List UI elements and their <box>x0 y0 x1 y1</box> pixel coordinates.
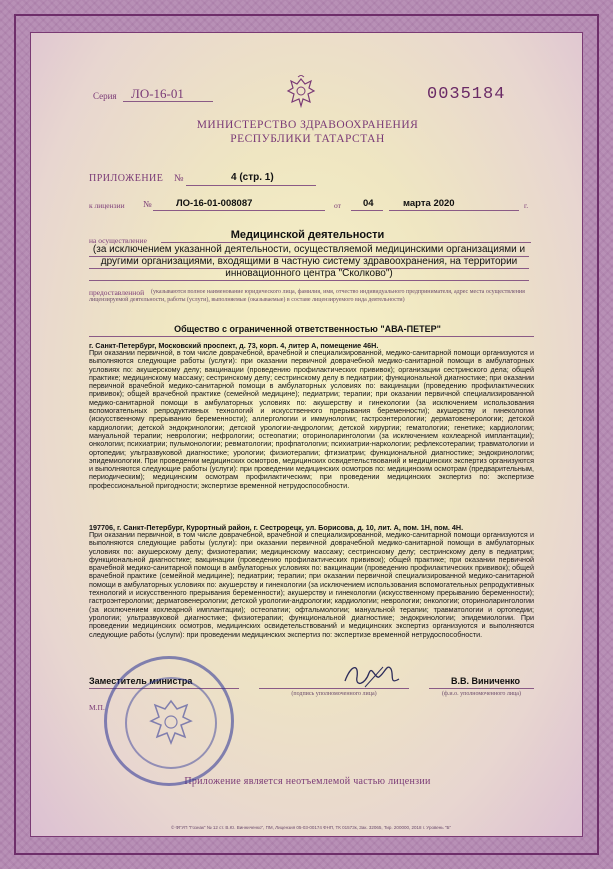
footer-note: Приложение является неотъемлемой частью лицензии <box>184 776 431 787</box>
organization-name: Общество с ограниченной ответственностью "АВА-ПЕТЕР" <box>174 324 441 334</box>
coat-of-arms-icon <box>286 75 316 109</box>
name-caption: (ф.и.о. уполномоченного лица) <box>442 691 521 697</box>
date-month-year: марта 2020 <box>403 198 455 209</box>
provided-label: предоставленной <box>89 288 145 297</box>
activity-underline-3 <box>89 268 529 269</box>
date-from-label: от <box>334 201 341 210</box>
license-label: к лицензии <box>89 201 125 210</box>
activity-underline-1 <box>161 242 531 243</box>
activity-label: на осуществление <box>89 236 147 245</box>
organization-underline <box>89 336 534 337</box>
appendix-underline <box>186 185 316 186</box>
address-1: г. Санкт-Петербург, Московский проспект, д. 73, корп. 4, литер А, помещение 46Н. <box>89 341 379 350</box>
license-number-sign: № <box>143 199 152 209</box>
series-underline <box>123 101 213 102</box>
seal-emblem-icon <box>147 697 195 747</box>
date-month-underline <box>389 210 519 211</box>
official-seal-stamp <box>104 656 234 786</box>
year-suffix: г. <box>524 201 529 210</box>
address-2-services: При оказании первичной, в том числе доврачебной, врачебной и специализированной, медико-санитарной помощи организуются и выполняются следующие работы (услуги): при оказании первичной доврачебной медико-санитарной помощи в амбулаторных условиях по: акушерскому делу; физиотерапии; медицинскому массажу; сестринскому делу; сестринскому делу в педиатрии; функциональной диагностике; вакцинации (проведению профилактических прививок); общей практике; при оказании первичной врачебной медико-санитарной помощи в амбулаторных условиях по: вакцинации (проведению профилактических прививок); общей врачебной практике (семейной медицине); педиатрии; терапии; при оказании первичной специализированной медико-санитарной помощи в амбулаторных условиях по: акушерству и гинекологии (за исключением использования вспомогательных репродуктивных технологий и искусственного прерывания беременности); акушерству и гинекологии (искусственному прерыванию беременности); гастроэнтерологии; дерматовенерологии; детской урологии-андрологии; кардиологии; неврологии; онкологии; оториноларингологии (за исключением кохлеарной имплантации); остеопатии; офтальмологии; мануальной терапии; травматологии и ортопедии; урологии; ультразвуковой диагностике; физиотерапии; функциональной диагностике; эндокринологии; эпидемиологии. При проведении медицинских осмотров, медицинских освидетельствований и медицинских экспертиз организуются и выполняются следующие работы (услуги): при проведении медицинских экспертиз по: экспертизе временной нетрудоспособности. <box>89 530 534 639</box>
date-day: 04 <box>363 198 374 209</box>
license-number: ЛО-16-01-008087 <box>176 198 253 209</box>
provided-caption: (указываются полное наименование юридического лица, фамилия, имя, отчество индивидуального предпринимателя, адрес места осуществления лицензируемой деятельности, работы (услуги), выполняемые (оказываемые) в составе лицензируемого вида деятельности) <box>89 289 525 303</box>
series-value: ЛО-16-01 <box>131 86 184 101</box>
signatory-role: Заместитель министра <box>89 676 193 686</box>
date-day-underline <box>351 210 383 211</box>
license-number-underline <box>153 210 325 211</box>
handwritten-signature <box>339 659 409 693</box>
ministry-title-line2: РЕСПУБЛИКИ ТАТАРСТАН <box>230 133 385 145</box>
name-underline <box>429 688 534 689</box>
activity-description: (за исключением указанной деятельности, осуществляемой медицинскими организациями и другими организациями, входящими в частную систему здравоохранения, на территории инновационного центра "Сколково") <box>92 244 526 279</box>
signatory-name: В.В. Виниченко <box>451 676 521 686</box>
stamp-label: М.П. <box>89 703 105 712</box>
form-number: 0035184 <box>427 85 506 104</box>
activity-title: Медицинской деятельности <box>230 229 385 241</box>
appendix-number-sign: № <box>174 173 184 184</box>
appendix-label: ПРИЛОЖЕНИЕ <box>89 173 164 184</box>
ministry-title-line1: МИНИСТЕРСТВО ЗДРАВООХРАНЕНИЯ <box>196 119 419 131</box>
series-label: Серия <box>93 91 117 101</box>
address-1-services: При оказании первичной, в том числе доврачебной, врачебной и специализированной, медико-санитарной помощи организуются и выполняются следующие работы (услуги): при оказании первичной доврачебной медико-санитарной помощи в амбулаторных условиях по: акушерскому делу; вакцинации (проведению профилактических прививок); организации сестринского дела; общей практике; медицинскому массажу; сестринскому делу; сестринскому делу в педиатрии; функциональной диагностике; при оказании первичной врачебной медико-санитарной помощи в амбулаторных условиях по: вакцинации (проведению профилактических прививок); общей врачебной практике (семейной медицине); педиатрии; терапии; при оказании первичной специализированной медико-санитарной помощи в амбулаторных условиях по: акушерству и гинекологии (за исключением использования вспомогательных репродуктивных технологий и искусственного прерывания беременности); акушерству и гинекологии (искусственному прерыванию беременности); аллергологии и иммунологии; гастроэнтерологии; дерматовенерологии; детской кардиологии; детской эндокринологии; детской урологии-андрологии; детской хирургии; гематологии; генетике; кардиологии; мануальной терапии; неврологии; нефрологии; остеопатии; оториноларингологии (за исключением кохлеарной имплантации); онкологии; психиатрии; пульмонологии; ревматологии; профпатологии; психиатрии-наркологии; рефлексотерапии; травматологии и ортопедии; ультразвуковой диагностике; урологии; физиотерапии; фтизиатрии; функциональной диагностике; эндокринологии; эпидемиологии. При проведении медицинских осмотров, медицинских освидетельствований и медицинских экспертиз организуются и выполняются следующие работы (услуги): при проведении медицинских осмотров по: медицинским осмотрам (предварительным, периодическим); медицинским осмотрам профилактическим; при проведении медицинских экспертиз по: экспертизе профессиональной пригодности; экспертизе временной нетрудоспособности. <box>89 348 534 490</box>
address-2: 197706, г. Санкт-Петербург, Курортный район, г. Сестрорецк, ул. Борисова, д. 10, лит. А, пом. 1Н, пом. 4Н. <box>89 523 464 532</box>
printer-imprint: © ФГУП "Гознак" № 12 ст. В.Ю. Винниченко", ПМ, Лицензия 05-03-00174 ФНП, ТК 01573к, Зак. 32065, Тир. 200000, 2018 г. Уровень "Б" <box>170 825 452 830</box>
activity-underline-2 <box>89 256 529 257</box>
activity-underline-4 <box>89 280 529 281</box>
signature-caption: (подпись уполномоченного лица) <box>291 691 377 697</box>
appendix-number: 4 (стр. 1) <box>231 172 274 183</box>
